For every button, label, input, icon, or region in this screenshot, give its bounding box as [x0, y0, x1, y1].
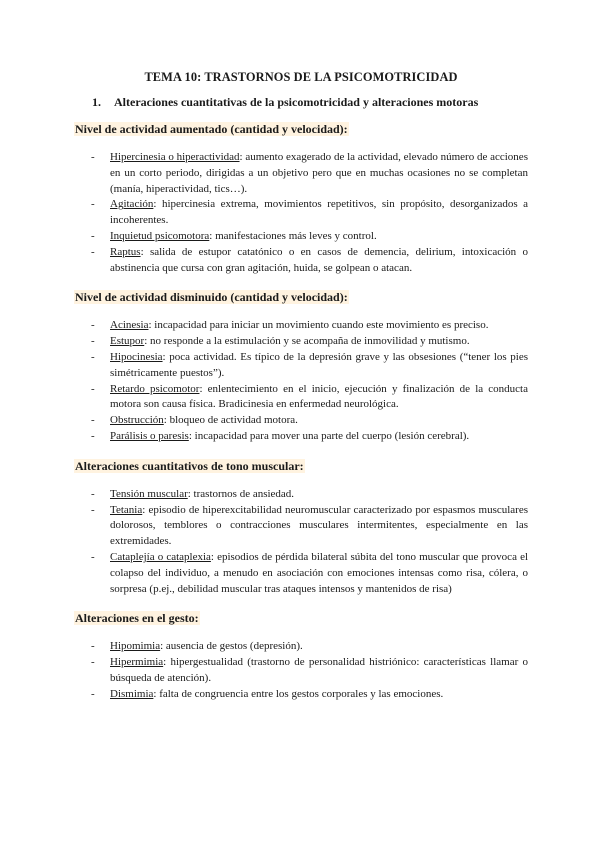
- subtitle-text: Alteraciones cuantitativas de la psicomotricidad y alteraciones motoras: [114, 95, 479, 109]
- subtitle-number: 1.: [92, 95, 101, 109]
- list-item-term: Acinesia: [110, 319, 149, 332]
- list-item-term: Estupor: [110, 335, 145, 348]
- list-item-description: : hipergestualidad (trastorno de personalidad histriónico: características llamar o búsqueda de atención).: [110, 656, 528, 684]
- section-heading: Nivel de actividad disminuido (cantidad y velocidad):: [75, 290, 348, 305]
- list-item: [74, 503, 528, 550]
- list-item: [74, 334, 528, 350]
- list-item-description: : poca actividad. Es típico de la depresión grave y las obsesiones (“tener los pies simétricamente puestos”).: [110, 350, 528, 379]
- list-item: [74, 350, 528, 382]
- bullet-list: [74, 639, 528, 702]
- sections-container: [74, 120, 528, 703]
- list-item: [74, 229, 528, 245]
- list-item: [74, 382, 528, 414]
- list-item-description: : ausencia de gestos (depresión).: [160, 640, 303, 653]
- list-item-term: Inquietud psicomotora: [110, 229, 210, 242]
- section-heading-wrap: [74, 609, 528, 627]
- list-item-description: : hipercinesia extrema, movimientos repetitivos, sin propósito, desorganizados a incoherentes.: [110, 198, 528, 227]
- list-item: [74, 197, 528, 229]
- list-item-term: Hipermimia: [110, 656, 164, 669]
- list-item: [74, 687, 528, 703]
- section-heading: Nivel de actividad aumentado (cantidad y velocidad):: [75, 122, 348, 136]
- list-item: [74, 413, 528, 429]
- list-item-term: Obstrucción: [110, 414, 164, 427]
- list-item-description: : incapacidad para mover una parte del cuerpo (lesión cerebral).: [188, 429, 470, 442]
- list-item: [74, 487, 528, 503]
- list-item-description: : salida de estupor catatónico o en casos de demencia, delirium, intoxicación o abstinencia que cursa con gran agitación, huida, se golpean o atacan.: [110, 245, 528, 274]
- list-item-term: Hipomimia: [110, 640, 161, 653]
- list-item-description: : falta de congruencia entre los gestos corporales y las emociones.: [153, 687, 444, 700]
- section-subtitle: [92, 95, 528, 110]
- bullet-list: [74, 318, 528, 444]
- list-item-description: : enlentecimiento en el inicio, ejecución y finalización de la conducta motora son causa física. Bradicinesia en enfermedad neurológica.: [110, 382, 528, 411]
- list-item-term: Parálisis o paresis: [110, 429, 189, 442]
- list-item: [74, 639, 528, 655]
- list-item-description: : episodio de hiperexcitabilidad neuromuscular caracterizado por espasmos musculares dolorosos, temblores o contracciones musculares intermitentes, especialmente en las extremidades.: [110, 503, 528, 548]
- list-item: [74, 245, 528, 277]
- bullet-list: [74, 150, 528, 276]
- list-item-term: Cataplejía o cataplexia: [110, 550, 211, 563]
- list-item: [74, 655, 528, 687]
- list-item-term: Agitación: [110, 198, 154, 211]
- section-heading-wrap: [74, 457, 528, 475]
- list-item-description: : bloqueo de actividad motora.: [163, 414, 298, 427]
- section-heading-wrap: [74, 288, 528, 306]
- list-item-description: : aumento exagerado de la actividad, elevado número de acciones en un corto periodo, dirigidas a un objetivo pero que en muchas ocasiones no se completan (manía, hiperactividad, tics…).: [110, 151, 528, 195]
- list-item-term: Tensión muscular: [110, 487, 188, 500]
- list-item-description: : no responde a la estimulación y se acompaña de inmovilidad y mutismo.: [144, 335, 470, 348]
- list-item-term: Hipocinesia: [110, 350, 163, 363]
- list-item: [74, 150, 528, 197]
- section-heading: Alteraciones cuantitativos de tono muscular:: [75, 458, 304, 473]
- section-heading: Alteraciones en el gesto:: [75, 611, 199, 626]
- list-item-description: : manifestaciones más leves y control.: [209, 229, 377, 242]
- list-item-description: : episodios de pérdida bilateral súbita del tono muscular que provoca el colapso del individuo, a menudo en asociación con emociones intensas como risa, cólera, o sorpresa (p.ej., debilidad muscular tras ataques intensos y mantenidos de risa): [110, 550, 529, 595]
- section-heading-wrap: [74, 120, 528, 138]
- list-item: [74, 318, 528, 334]
- list-item: [74, 429, 528, 445]
- list-item-term: Retardo psicomotor: [110, 382, 200, 395]
- list-item-term: Hipercinesia o hiperactividad: [110, 151, 240, 163]
- list-item-description: : trastornos de ansiedad.: [187, 487, 295, 500]
- list-item: [74, 550, 528, 597]
- list-item-description: : incapacidad para iniciar un movimiento cuando este movimiento es preciso.: [148, 319, 489, 332]
- list-item-term: Tetania: [110, 503, 143, 516]
- list-item-term: Dismimia: [110, 687, 154, 700]
- list-item-term: Raptus: [110, 245, 141, 258]
- bullet-list: [74, 487, 528, 598]
- page-title: TEMA 10: TRASTORNOS DE LA PSICOMOTRICIDAD: [144, 70, 458, 84]
